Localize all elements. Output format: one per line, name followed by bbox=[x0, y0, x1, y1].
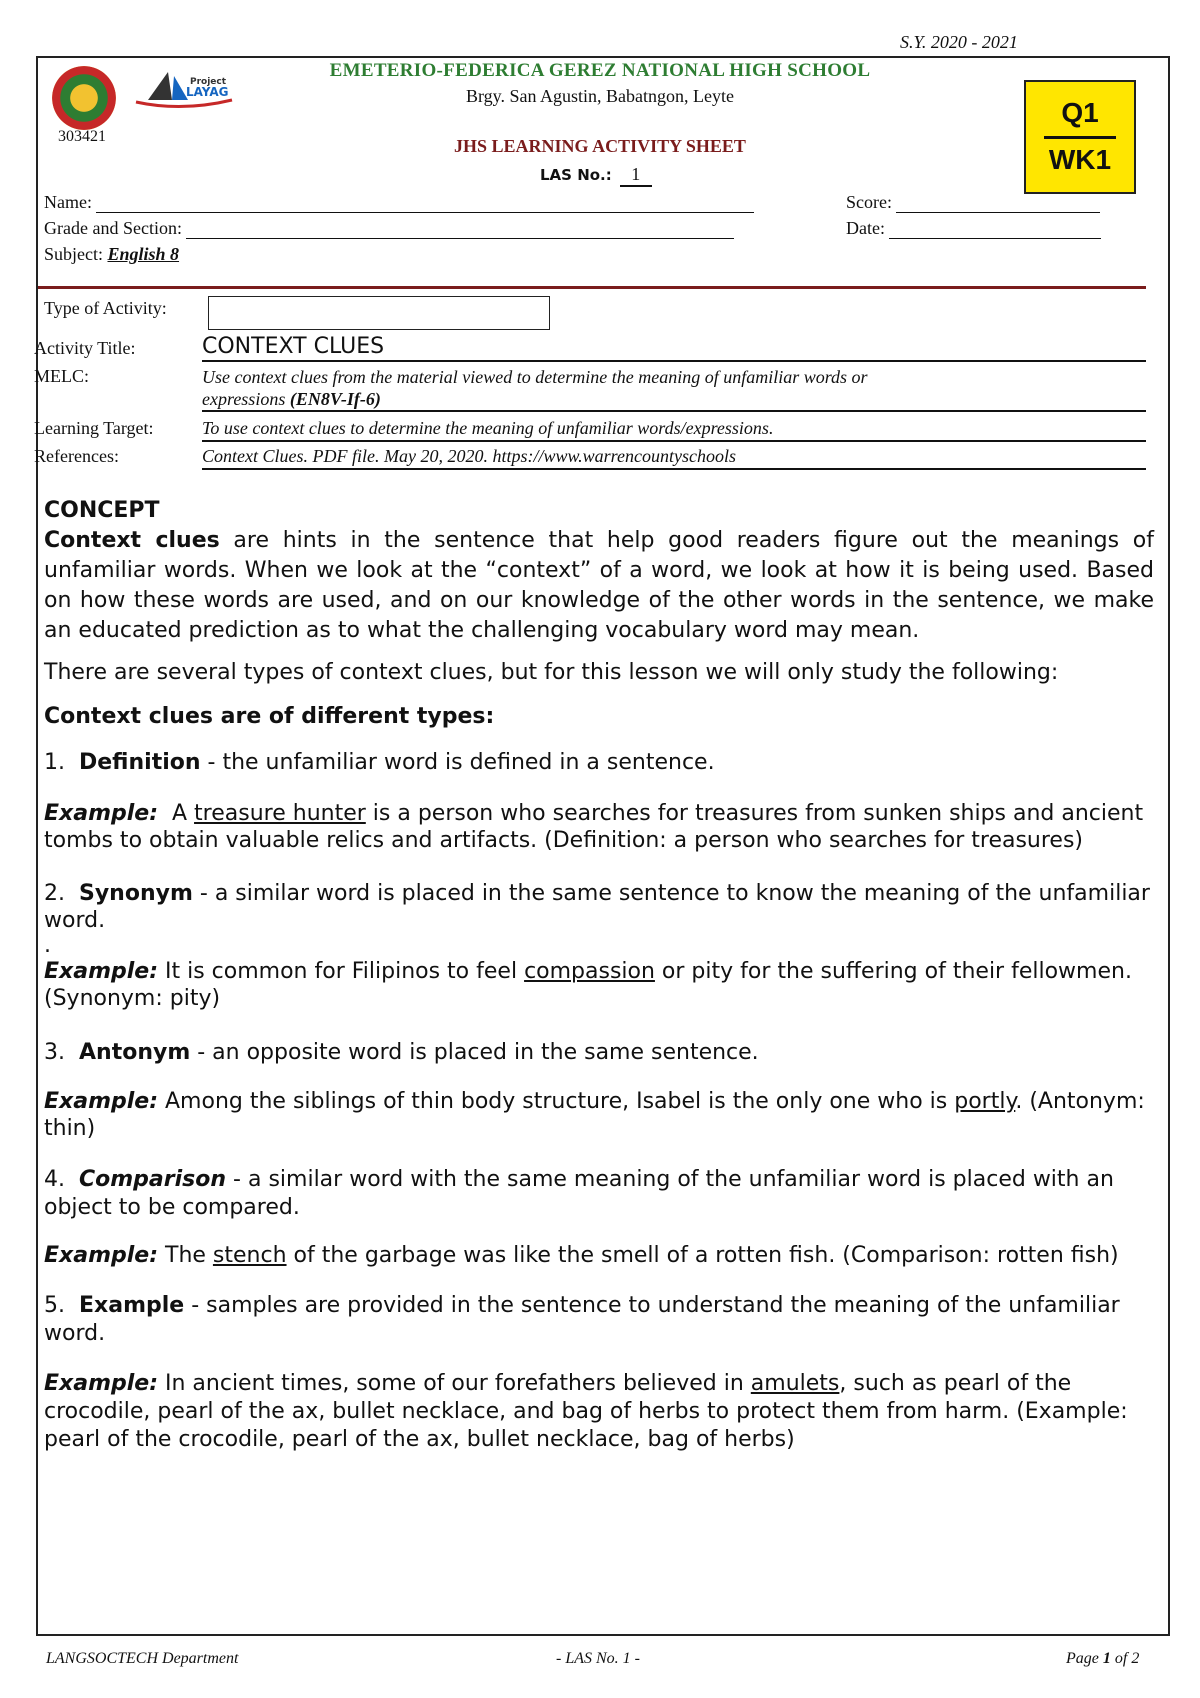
quarter-week-badge bbox=[1024, 80, 1136, 194]
name-row bbox=[44, 192, 754, 213]
concept-intro-text: are hints in the sentence that help good readers figure out the meanings of unfamiliar words. When we look at the “context” of a word, we look at how it is being used. Based on how these words are used, and on our knowledge of the other words in the sentence, we make an educated prediction as to what the challenging vocabulary word may mean. bbox=[44, 528, 1154, 643]
type-4 bbox=[44, 1166, 1154, 1222]
type-number: 1. bbox=[44, 750, 65, 775]
type-description: - a similar word is placed in the same sentence to know the meaning of the unfamiliar word. bbox=[44, 881, 1150, 933]
las-number-row bbox=[540, 164, 652, 187]
example-label: Example: bbox=[44, 801, 158, 826]
type-2-example bbox=[44, 958, 1154, 1012]
type-description: - the unfamiliar word is defined in a sentence. bbox=[200, 750, 715, 775]
example-pre: In ancient times, some of our forefathers believed in bbox=[165, 1371, 751, 1396]
example-pre: A bbox=[172, 801, 195, 826]
example-post: , such as pearl of the crocodile, pearl of the ax, bullet necklace, and bag of herbs to protect them from harm. (Example: pearl of the crocodile, pearl of the ax, bullet necklace, bag of herbs) bbox=[44, 1371, 1128, 1452]
header-divider bbox=[38, 286, 1146, 289]
name-field[interactable] bbox=[96, 194, 754, 213]
subject-label: Subject: bbox=[44, 244, 103, 264]
name-label: Name: bbox=[44, 192, 92, 212]
example-pre: The bbox=[165, 1243, 213, 1268]
school-id: 303421 bbox=[58, 128, 106, 145]
types-heading: Context clues are of different types: bbox=[44, 704, 495, 729]
type-2 bbox=[44, 880, 1154, 934]
learning-target-label: Learning Target: bbox=[34, 418, 154, 438]
melc-label: MELC: bbox=[34, 366, 90, 386]
page-prefix: Page bbox=[1066, 1650, 1103, 1667]
school-year: S.Y. 2020 - 2021 bbox=[900, 32, 1018, 52]
example-post: is a person who searches for treasures from sunken ships and ancient tombs to obtain valuable relics and artifacts. (Definition: a person who searches for treasures) bbox=[44, 801, 1144, 853]
melc-code: (EN8V-If-6) bbox=[289, 389, 381, 409]
footer-page-number bbox=[1066, 1650, 1139, 1668]
type-name: Example bbox=[79, 1293, 185, 1318]
type-5 bbox=[44, 1292, 1154, 1348]
score-field[interactable] bbox=[896, 194, 1100, 213]
svg-text:Project: Project bbox=[190, 77, 227, 87]
type-number: 2. bbox=[44, 881, 65, 906]
type-name: Antonym bbox=[79, 1040, 191, 1065]
type-of-activity-field[interactable] bbox=[208, 296, 550, 330]
school-name: EMETERIO-FEDERICA GEREZ NATIONAL HIGH SCHOOL bbox=[329, 60, 871, 81]
example-word: amulets bbox=[750, 1371, 840, 1396]
page-current: 1 bbox=[1102, 1650, 1111, 1667]
type-1-example bbox=[44, 800, 1154, 854]
example-word: portly bbox=[954, 1089, 1016, 1114]
example-word: compassion bbox=[524, 959, 655, 984]
type-number: 4. bbox=[44, 1167, 65, 1192]
subject-row bbox=[44, 244, 179, 265]
concept-intro bbox=[44, 526, 1154, 646]
example-label: Example: bbox=[44, 1243, 158, 1268]
quarter-label: Q1 bbox=[1061, 97, 1099, 128]
example-label: Example: bbox=[44, 959, 158, 984]
type-description: - samples are provided in the sentence to understand the meaning of the unfamiliar word. bbox=[44, 1293, 1120, 1346]
types-intro: There are several types of context clues, but for this lesson we will only study the following: bbox=[44, 660, 1059, 685]
type-4-example bbox=[44, 1242, 1154, 1270]
example-post: of the garbage was like the smell of a rotten fish. (Comparison: rotten fish) bbox=[286, 1243, 1119, 1268]
concept-term: Context clues bbox=[44, 528, 220, 553]
week-label: WK1 bbox=[1048, 144, 1112, 175]
melc-line-2 bbox=[202, 388, 1146, 410]
type-description: - an opposite word is placed in the same sentence. bbox=[190, 1040, 759, 1065]
example-word: treasure hunter bbox=[194, 801, 366, 826]
grade-section-field[interactable] bbox=[186, 220, 734, 239]
type-3-example bbox=[44, 1088, 1154, 1142]
concept-heading: CONCEPT bbox=[44, 498, 160, 523]
quarter-divider bbox=[1044, 136, 1116, 139]
type-name: Comparison bbox=[79, 1167, 227, 1192]
subject-value: English 8 bbox=[107, 244, 180, 264]
example-post: . (Antonym: thin) bbox=[44, 1089, 1145, 1141]
example-label: Example: bbox=[44, 1089, 158, 1114]
school-address: Brgy. San Agustin, Babatngon, Leyte bbox=[466, 86, 734, 106]
type-3 bbox=[44, 1038, 1154, 1068]
type-name: Definition bbox=[79, 750, 201, 775]
score-row bbox=[846, 192, 1100, 213]
footer-department: LANGSOCTECH Department bbox=[46, 1650, 239, 1667]
melc-value bbox=[202, 366, 1146, 412]
footer-las-number: - LAS No. 1 - bbox=[556, 1650, 640, 1667]
grade-row bbox=[44, 218, 734, 239]
type-number: 5. bbox=[44, 1293, 65, 1318]
melc-line-1: Use context clues from the material viewed to determine the meaning of unfamiliar words or bbox=[202, 367, 868, 387]
type-number: 3. bbox=[44, 1040, 65, 1065]
las-label: LAS No.: bbox=[540, 166, 612, 184]
date-field[interactable] bbox=[889, 220, 1101, 239]
svg-text:LAYAG: LAYAG bbox=[186, 85, 229, 99]
references-label: References: bbox=[34, 446, 119, 466]
example-post: or pity for the suffering of their fellowmen. (Synonym: pity) bbox=[44, 959, 1132, 1011]
melc-expressions: expressions bbox=[202, 389, 286, 409]
type-5-example bbox=[44, 1370, 1154, 1454]
concept-section bbox=[44, 496, 1154, 1454]
date-row bbox=[846, 218, 1101, 239]
learning-target-value: To use context clues to determine the meaning of unfamiliar words/expressions. bbox=[202, 418, 1146, 442]
score-label: Score: bbox=[846, 192, 892, 212]
activity-title-value: CONTEXT CLUES bbox=[202, 334, 1146, 362]
type-description: - a similar word with the same meaning of the unfamiliar word is placed with an object to be compared. bbox=[44, 1167, 1114, 1220]
date-label: Date: bbox=[846, 218, 885, 238]
references-value: Context Clues. PDF file. May 20, 2020. https://www.warrencountyschools bbox=[202, 446, 1146, 470]
example-pre: It is common for Filipinos to feel bbox=[165, 959, 525, 984]
sheet-title: JHS LEARNING ACTIVITY SHEET bbox=[454, 136, 746, 156]
example-word: stench bbox=[212, 1243, 287, 1268]
stray-dot: . bbox=[44, 933, 51, 958]
example-pre: Among the siblings of thin body structure, Isabel is the only one who is bbox=[165, 1089, 955, 1114]
school-seal-icon bbox=[52, 66, 116, 130]
las-number: 1 bbox=[620, 164, 652, 187]
grade-label: Grade and Section: bbox=[44, 218, 182, 238]
type-1 bbox=[44, 748, 1154, 778]
type-name: Synonym bbox=[79, 881, 193, 906]
type-of-activity-label: Type of Activity: bbox=[44, 298, 167, 318]
page-total: of 2 bbox=[1110, 1650, 1140, 1667]
activity-title-label: Activity Title: bbox=[34, 338, 136, 358]
example-label: Example: bbox=[44, 1371, 158, 1396]
